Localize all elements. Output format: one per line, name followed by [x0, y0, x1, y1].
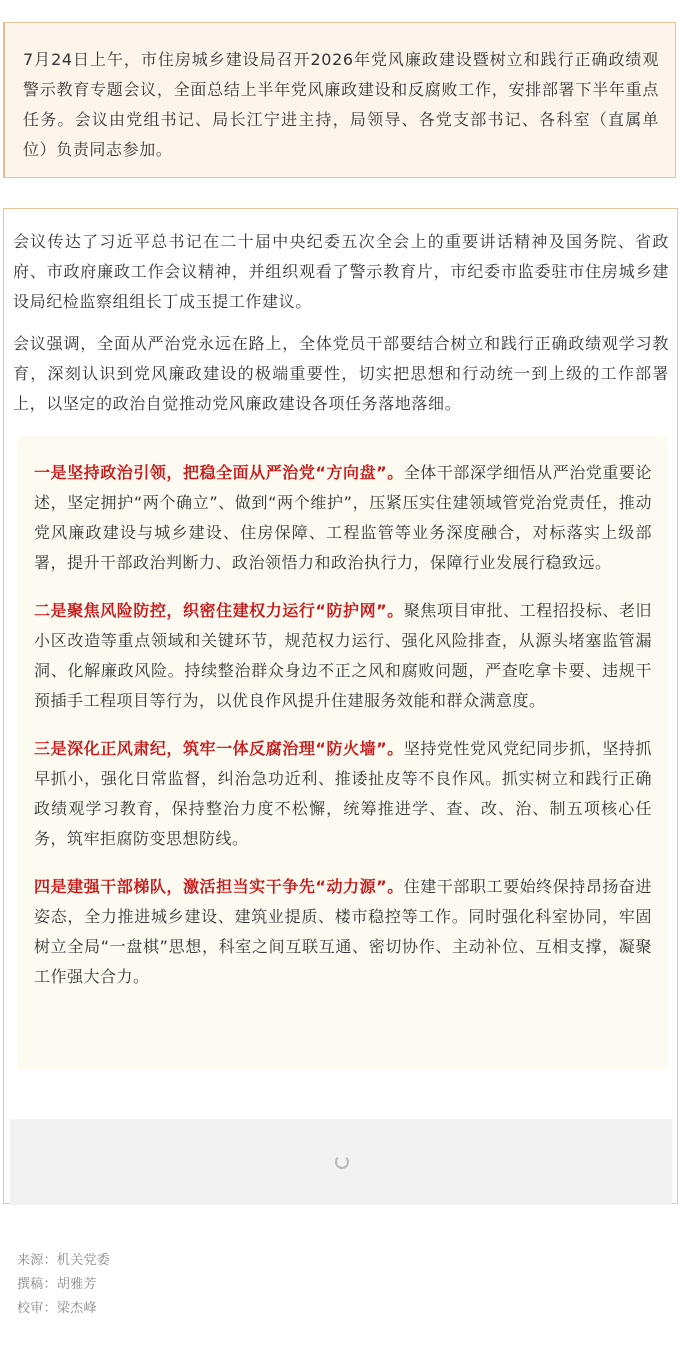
credit-source: 来源：机关党委: [17, 1253, 111, 1268]
point-text-2: 聚焦项目审批、工程招投标、老旧小区改造等重点领域和关键环节，规范权力运行、强化风险排查，从源头堵塞监管漏洞、化解廉政风险。持续整治群众身边不正之风和腐败问题，严查吃拿卡要、违规干预插手工程项目等行为，以优良作风提升住建服务效能和群众满意度。: [34, 601, 652, 710]
point-text-4: 住建干部职工要始终保持昂扬奋进姿态，全力推进城乡建设、建筑业提质、楼市稳控等工作。同时强化科室协同，牢固树立全局“一盘棋”思想，科室之间互联互通、密切协作、主动补位、互相支撑，凝聚工作强大合力。: [34, 877, 652, 986]
credit-reviewer: 校审：梁杰峰: [17, 1301, 97, 1316]
body-paragraph-1: 会议传达了习近平总书记在二十届中央纪委五次全会上的重要讲话精神及国务院、省政府、市政府廉政工作会议精神，并组织观看了警示教育片，市纪委市监委驻市住房城乡建设局纪检监察组组长丁成玉提工作建议。: [13, 232, 669, 311]
intro-summary-box: [3, 22, 676, 178]
point-item-2: [34, 596, 652, 716]
point-text-1: 全体干部深学细悟从严治党重要论述，坚定拥护“两个确立”、做到“两个维护”，压紧压实住建领域管党治党责任，推动党风廉政建设与城乡建设、住房保障、工程监管等业务深度融合，对标落实上级部署，提升干部政治判断力、政治领悟力和政治执行力，保障行业发展行稳致远。: [34, 463, 652, 572]
key-points-panel: [18, 436, 668, 1069]
loading-spinner-icon: [335, 1155, 349, 1169]
point-item-4: [34, 872, 652, 992]
body-paragraph-2: 会议强调，全面从严治党永远在路上，全体党员干部要结合树立和践行正确政绩观学习教育，深刻认识到党风廉政建设的极端重要性，切实把思想和行动统一到上级的工作部署上，以坚定的政治自觉推动党风廉政建设各项任务落地落细。: [13, 334, 669, 413]
point-lead-3: 三是深化正风肃纪，筑牢一体反腐治理“防火墙”。: [34, 739, 404, 758]
credit-author: 撰稿：胡雅芳: [17, 1277, 97, 1292]
point-item-1: [34, 458, 652, 578]
point-text-3: 坚持党性党风党纪同步抓，坚持抓早抓小，强化日常监督，纠治急功近利、推诿扯皮等不良作风。抓实树立和践行正确政绩观学习教育，保持整治力度不松懈，统筹推进学、查、改、治、制五项核心任务，筑牢拒腐防变思想防线。: [34, 739, 652, 848]
point-lead-1: 一是坚持政治引领，把稳全面从严治党“方向盘”。: [34, 463, 404, 482]
article-credits: [17, 1249, 110, 1321]
intro-text: 7月24日上午，市住房城乡建设局召开2026年党风廉政建设暨树立和践行正确政绩观警示教育专题会议，全面总结上半年党风廉政建设和反腐败工作，安排部署下半年重点任务。会议由党组书记、局长江宁进主持，局领导、各党支部书记、各科室（直属单位）负责同志参加。: [23, 50, 659, 159]
media-placeholder[interactable]: [10, 1119, 672, 1205]
point-lead-2: 二是聚焦风险防控，织密住建权力运行“防护网”。: [34, 601, 404, 620]
article-body-box: [3, 208, 678, 1204]
point-item-3: [34, 734, 652, 854]
point-lead-4: 四是建强干部梯队，激活担当实干争先“动力源”。: [34, 877, 404, 896]
top-strip: [0, 0, 680, 22]
